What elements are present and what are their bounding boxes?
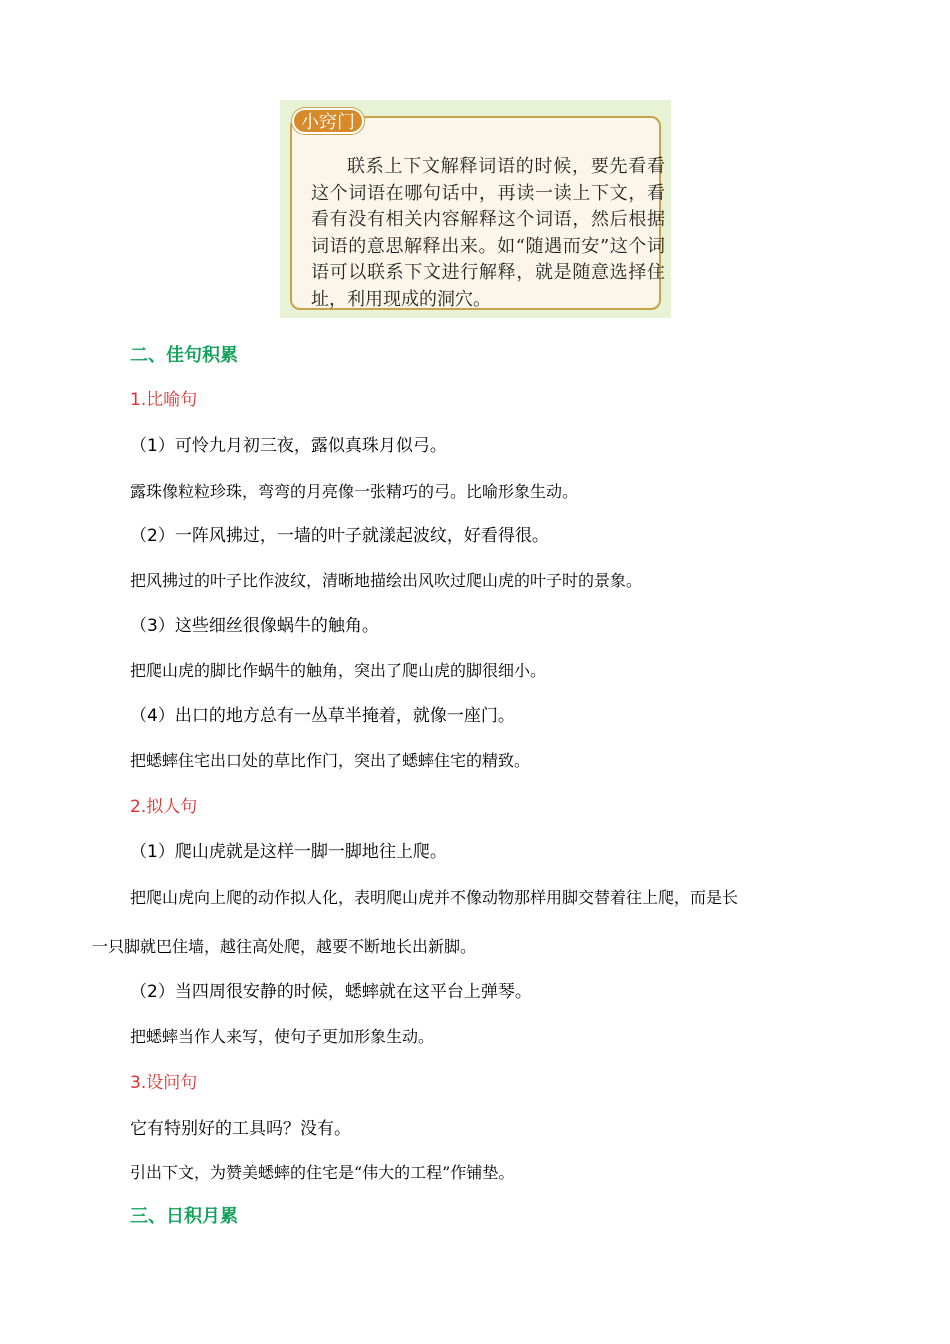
- personification-explanation-1-line1: 把爬山虎向上爬的动作拟人化，表明爬山虎并不像动物那样用脚交替着往上爬，而是长: [130, 888, 739, 907]
- personification-explanation-1-line2: 一只脚就巴住墙，越往高处爬，越要不断地长出新脚。: [92, 937, 477, 956]
- rhetorical-title: 3.设问句: [130, 1073, 198, 1093]
- section-2-title: 二、佳句积累: [130, 345, 238, 366]
- metaphor-title: 1.比喻句: [130, 390, 198, 410]
- metaphor-sentence-4: （4）出口的地方总有一丛草半掩着，就像一座门。: [130, 706, 515, 726]
- personification-explanation-2: 把蟋蟀当作人来写，使句子更加形象生动。: [130, 1027, 435, 1046]
- section-3-title: 三、日积月累: [130, 1206, 238, 1227]
- tip-badge: 小窍门: [292, 108, 364, 134]
- rhetorical-sentence: 它有特别好的工具吗？没有。: [130, 1119, 351, 1139]
- rhetorical-explanation: 引出下文，为赞美蟋蟀的住宅是“伟大的工程”作铺垫。: [130, 1163, 515, 1182]
- metaphor-sentence-2: （2）一阵风拂过，一墙的叶子就漾起波纹，好看得很。: [130, 526, 549, 546]
- metaphor-explanation-3: 把爬山虎的脚比作蜗牛的触角，突出了爬山虎的脚很细小。: [130, 661, 547, 680]
- metaphor-sentence-3: （3）这些细丝很像蜗牛的触角。: [130, 616, 379, 636]
- metaphor-explanation-2: 把风拂过的叶子比作波纹，清晰地描绘出风吹过爬山虎的叶子时的景象。: [130, 571, 643, 590]
- personification-sentence-2: （2）当四周很安静的时候，蟋蟀就在这平台上弹琴。: [130, 982, 532, 1002]
- tip-frame: [290, 116, 665, 310]
- personification-sentence-1: （1）爬山虎就是这样一脚一脚地往上爬。: [130, 842, 447, 862]
- metaphor-explanation-1: 露珠像粒粒珍珠，弯弯的月亮像一张精巧的弓。比喻形象生动。: [130, 482, 579, 501]
- personification-title: 2.拟人句: [130, 797, 198, 817]
- metaphor-sentence-1: （1）可怜九月初三夜，露似真珠月似弓。: [130, 436, 447, 456]
- metaphor-explanation-4: 把蟋蟀住宅出口处的草比作门，突出了蟋蟀住宅的精致。: [130, 751, 531, 770]
- tip-box: [280, 100, 671, 318]
- tip-text: 联系上下文解释词语的时候，要先看看这个词语在哪句话中，再读一读上下文，看看有没有相关内容解释这个词语，然后根据词语的意思解释出来。如“随遇而安”这个词语可以联系下文进行解释，就是随意选择住址，利用现成的洞穴。: [311, 156, 665, 310]
